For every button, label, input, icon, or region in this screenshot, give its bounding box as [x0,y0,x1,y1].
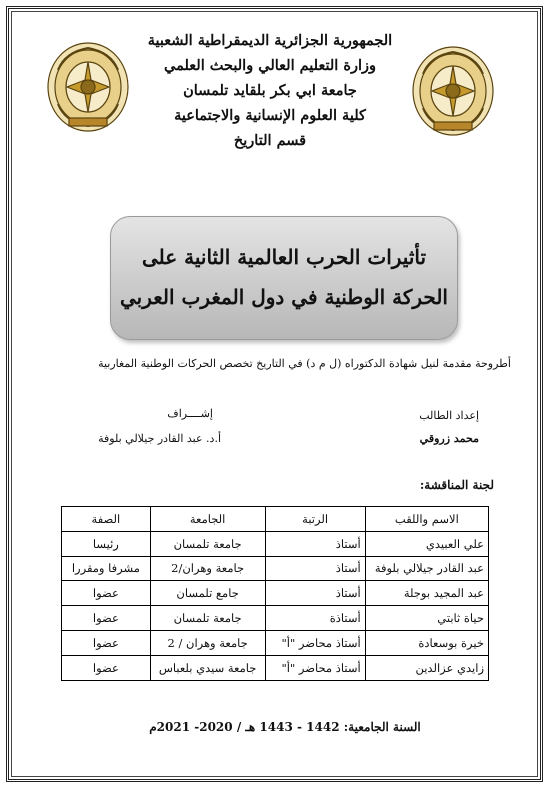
member-role: عضوا [62,606,151,631]
table-row [62,581,489,606]
header-republic: الجمهورية الجزائرية الديمقراطية الشعبية [147,32,393,49]
supervision-label: إشــــراف [167,407,213,420]
column-header-name: الاسم واللقب [365,507,488,532]
member-role: رئيسا [62,531,151,556]
member-rank: أستاذ محاضر "أ" [265,655,365,680]
table-row [62,606,489,631]
member-university: جامعة سيدي بلعباس [150,655,265,680]
column-header-rank: الرتبة [265,507,365,532]
member-role: عضوا [62,581,151,606]
table-row [62,531,489,556]
committee-table [61,506,489,681]
thesis-title-box [110,216,458,340]
member-university: جامعة تلمسان [150,606,265,631]
member-university: جامعة وهران/2 [150,556,265,581]
column-header-role: الصفة [62,507,151,532]
member-role: مشرفا ومقررا [62,556,151,581]
thesis-description: أطروحة مقدمة لنيل شهادة الدكتوراه (ل م د) في التاريخ تخصص الحركات الوطنية المغاربية [98,357,511,370]
preparation-label: إعداد الطالب [419,409,479,422]
member-rank: أستاذ [265,581,365,606]
thesis-title-line1: تأثيرات الحرب العالمية الثانية على [141,245,427,269]
member-university: جامعة وهران / 2 [150,630,265,655]
table-row [62,655,489,680]
supervisor-name: أ.د. عبد القادر جيلالي بلوفة [98,432,221,445]
member-role: عضوا [62,655,151,680]
column-header-university: الجامعة [150,507,265,532]
member-name: زايدي عزالدين [365,655,488,680]
header-department: قسم التاريخ [233,132,307,149]
header-faculty: كلية العلوم الإنسانية والاجتماعية [174,107,366,124]
member-university: جامع تلمسان [150,581,265,606]
committee-header-row [62,507,489,532]
table-row [62,630,489,655]
member-name: حياة ثابتي [365,606,488,631]
header-ministry: وزارة التعليم العالي والبحث العلمي [164,57,376,74]
member-rank: أستاذ [265,531,365,556]
header-university: جامعة ابي بكر بلقايد تلمسان [183,82,357,99]
table-row [62,556,489,581]
committee-title: لجنة المناقشة: [419,478,494,492]
member-rank: أستاذ [265,556,365,581]
member-university: جامعة تلمسان [150,531,265,556]
institution-header [110,28,430,153]
member-name: عبد القادر جيلالي بلوفة [365,556,488,581]
member-rank: أستاذة [265,606,365,631]
member-role: عضوا [62,630,151,655]
student-name: محمد زروقي [419,432,479,445]
member-name: خيرة بوسعادة [365,630,488,655]
member-name: عبد المجيد بوجلة [365,581,488,606]
member-name: علي العبيدي [365,531,488,556]
member-rank: أستاذ محاضر "أ" [265,630,365,655]
academic-year: السنة الجامعية: 1442 - 1443 هـ / 2020- 2021م [149,720,421,734]
thesis-title-line2: الحركة الوطنية في دول المغرب العربي [120,285,448,309]
